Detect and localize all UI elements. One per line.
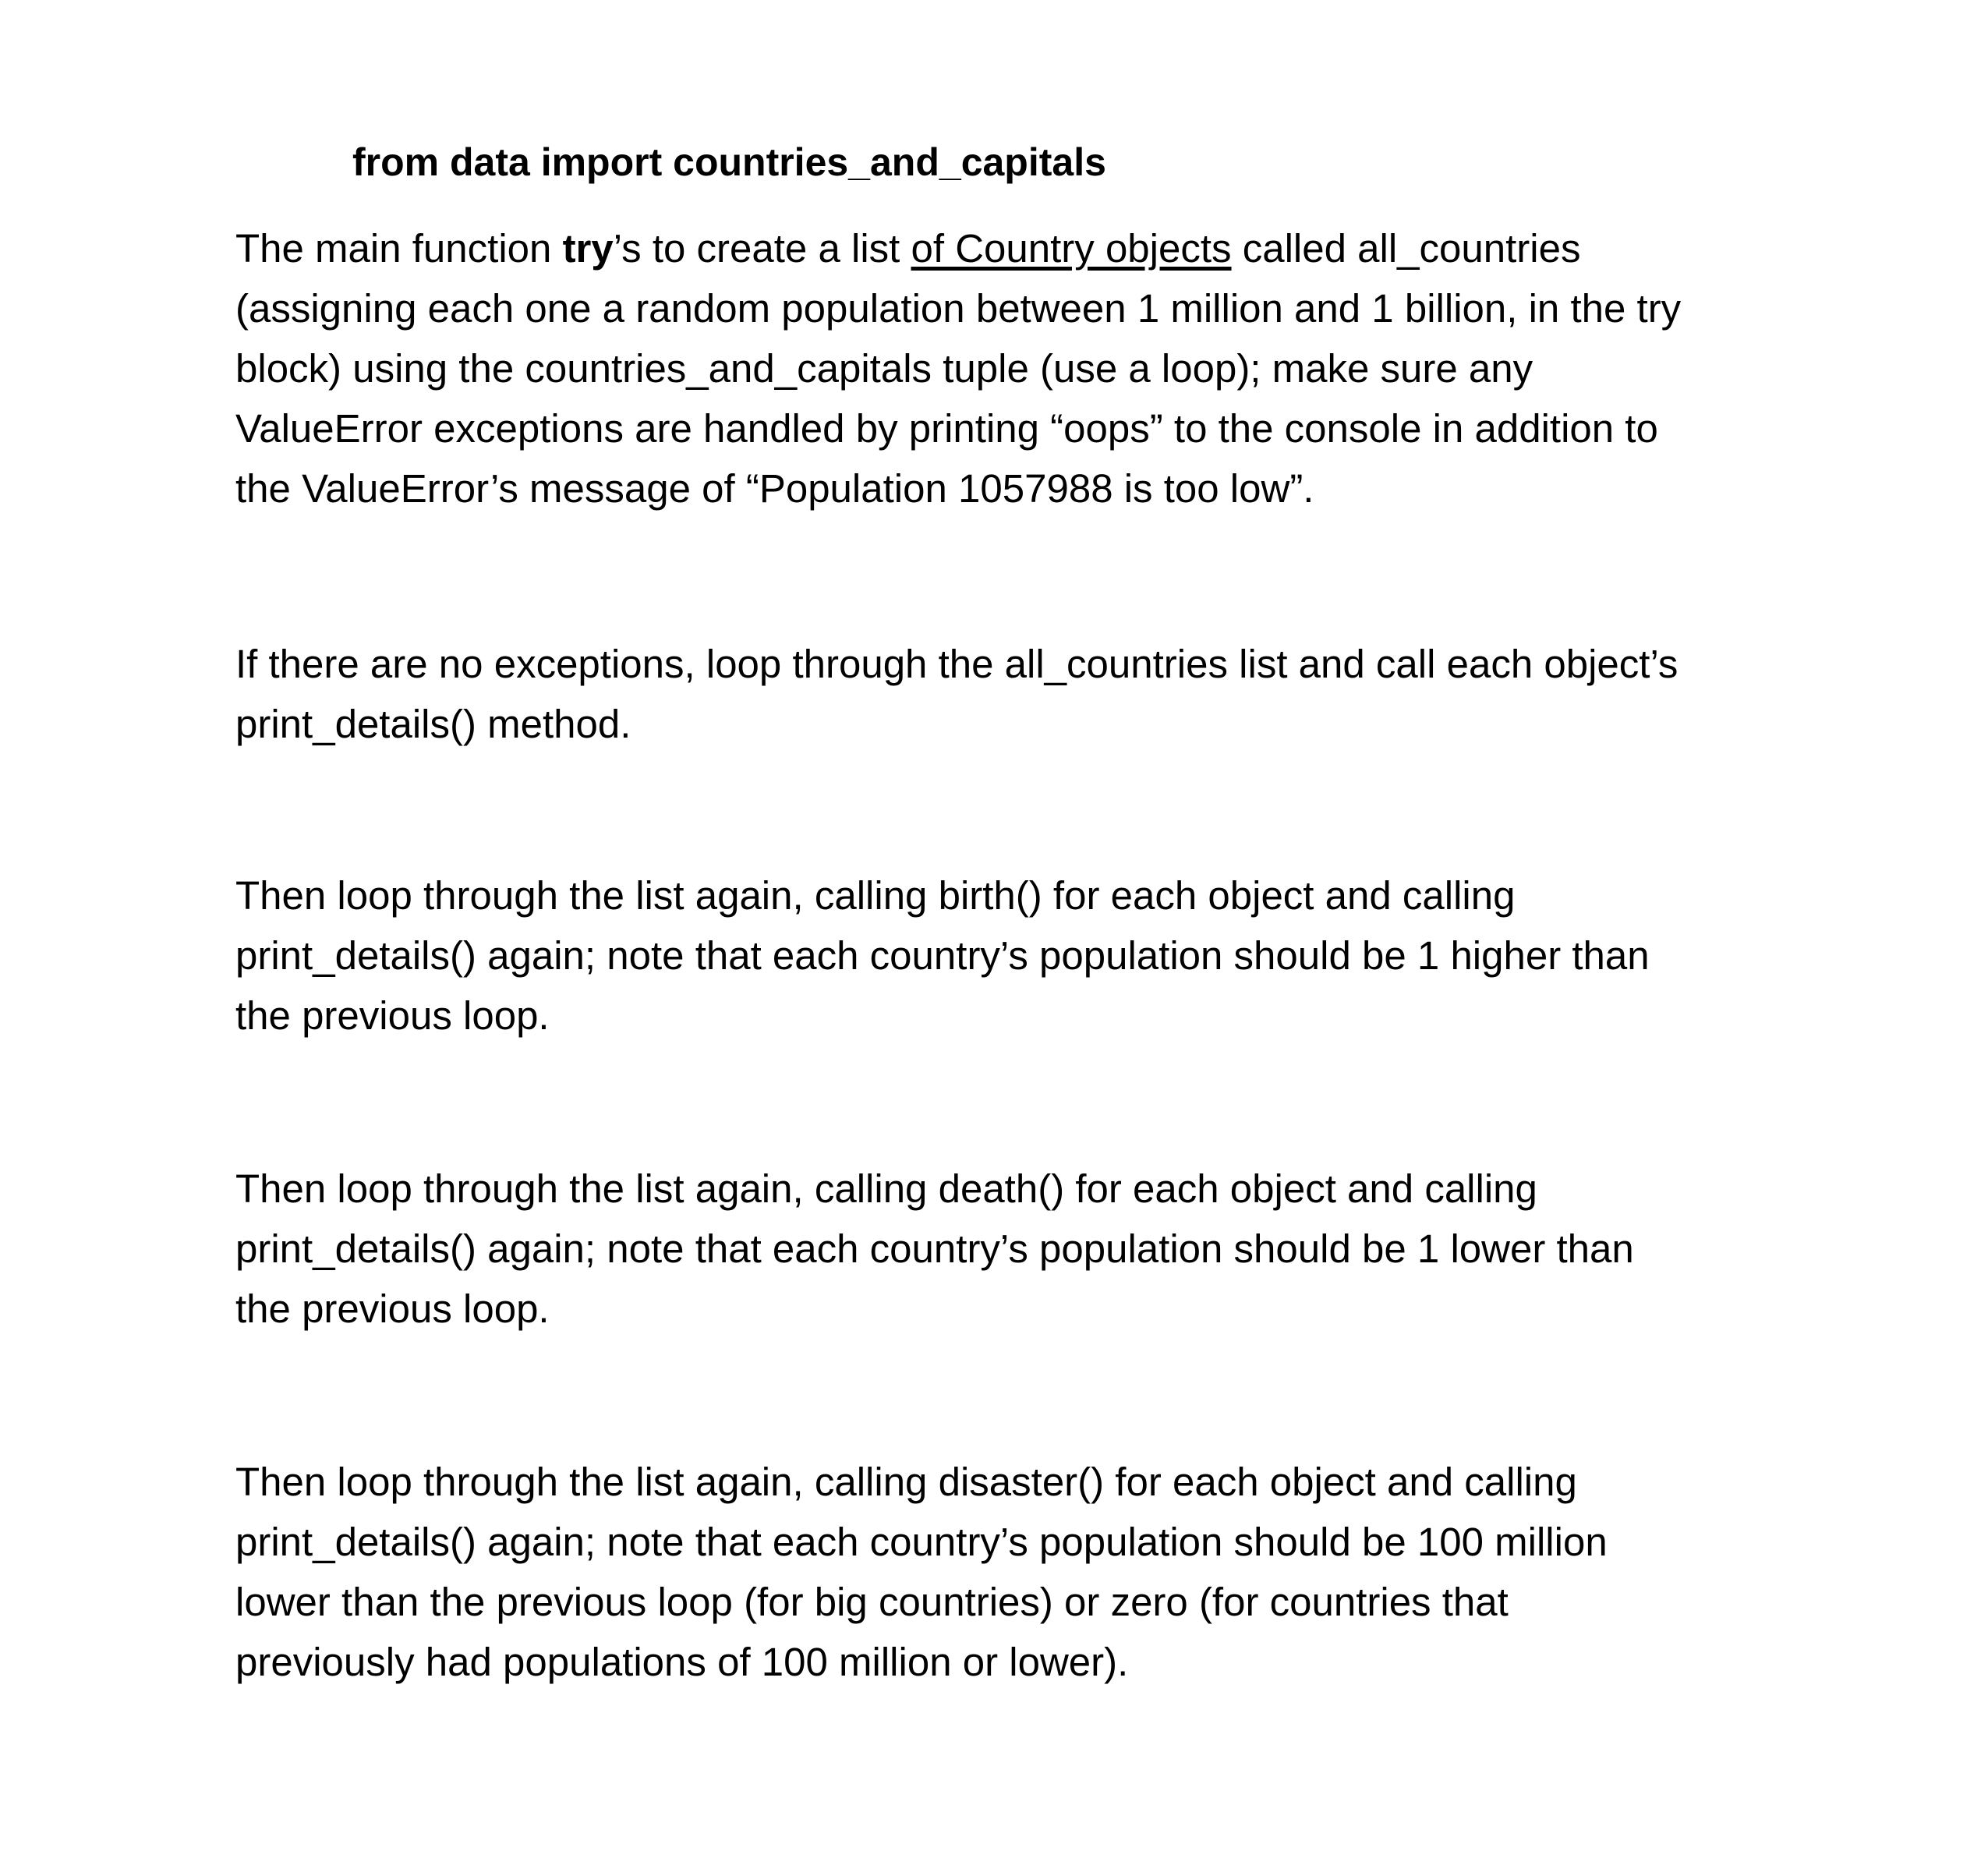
paragraph-line: Then loop through the list again, calling disaster() for each object and calling — [235, 1460, 1577, 1504]
paragraph-main-function — [235, 218, 1802, 518]
paragraph-line: the previous loop. — [235, 1286, 550, 1331]
bold-keyword-try: try — [562, 226, 614, 271]
paragraph-line: print_details() again; note that each country’s population should be 1 higher than — [235, 933, 1650, 978]
paragraph-line: the previous loop. — [235, 993, 550, 1038]
import-heading: from data import countries_and_capitals — [352, 140, 1106, 184]
paragraph-line: block) using the countries_and_capitals tuple (use a loop); make sure any — [235, 346, 1533, 391]
paragraph-line: print_details() method. — [235, 702, 631, 746]
text-segment: called all_countries — [1231, 226, 1581, 271]
paragraph-line: Then loop through the list again, calling death() for each object and calling — [235, 1166, 1537, 1211]
paragraph-line: If there are no exceptions, loop through the all_countries list and call each object’s — [235, 642, 1678, 686]
paragraph-line: Then loop through the list again, calling birth() for each object and calling — [235, 873, 1516, 918]
paragraph-line: print_details() again; note that each country’s population should be 100 million — [235, 1520, 1608, 1564]
paragraph-line — [235, 218, 1802, 278]
underlined-phrase: of Country objects — [911, 226, 1232, 271]
paragraph-print-details — [235, 634, 1802, 754]
paragraph-line: print_details() again; note that each country’s population should be 1 lower than — [235, 1226, 1634, 1271]
paragraph-line: previously had populations of 100 million or lower). — [235, 1640, 1129, 1684]
paragraph-line: the ValueError’s message of “Population 1057988 is too low”. — [235, 466, 1314, 511]
paragraph-line: lower than the previous loop (for big countries) or zero (for countries that — [235, 1580, 1509, 1624]
paragraph-line: (assigning each one a random population between 1 million and 1 billion, in the try — [235, 286, 1682, 331]
text-segment: The main function — [235, 226, 563, 271]
paragraph-death — [235, 1159, 1802, 1339]
paragraph-disaster — [235, 1452, 1802, 1692]
paragraph-line: ValueError exceptions are handled by printing “oops” to the console in addition to — [235, 406, 1658, 451]
text-segment: ’s to create a list — [613, 226, 911, 271]
paragraph-birth — [235, 865, 1802, 1046]
